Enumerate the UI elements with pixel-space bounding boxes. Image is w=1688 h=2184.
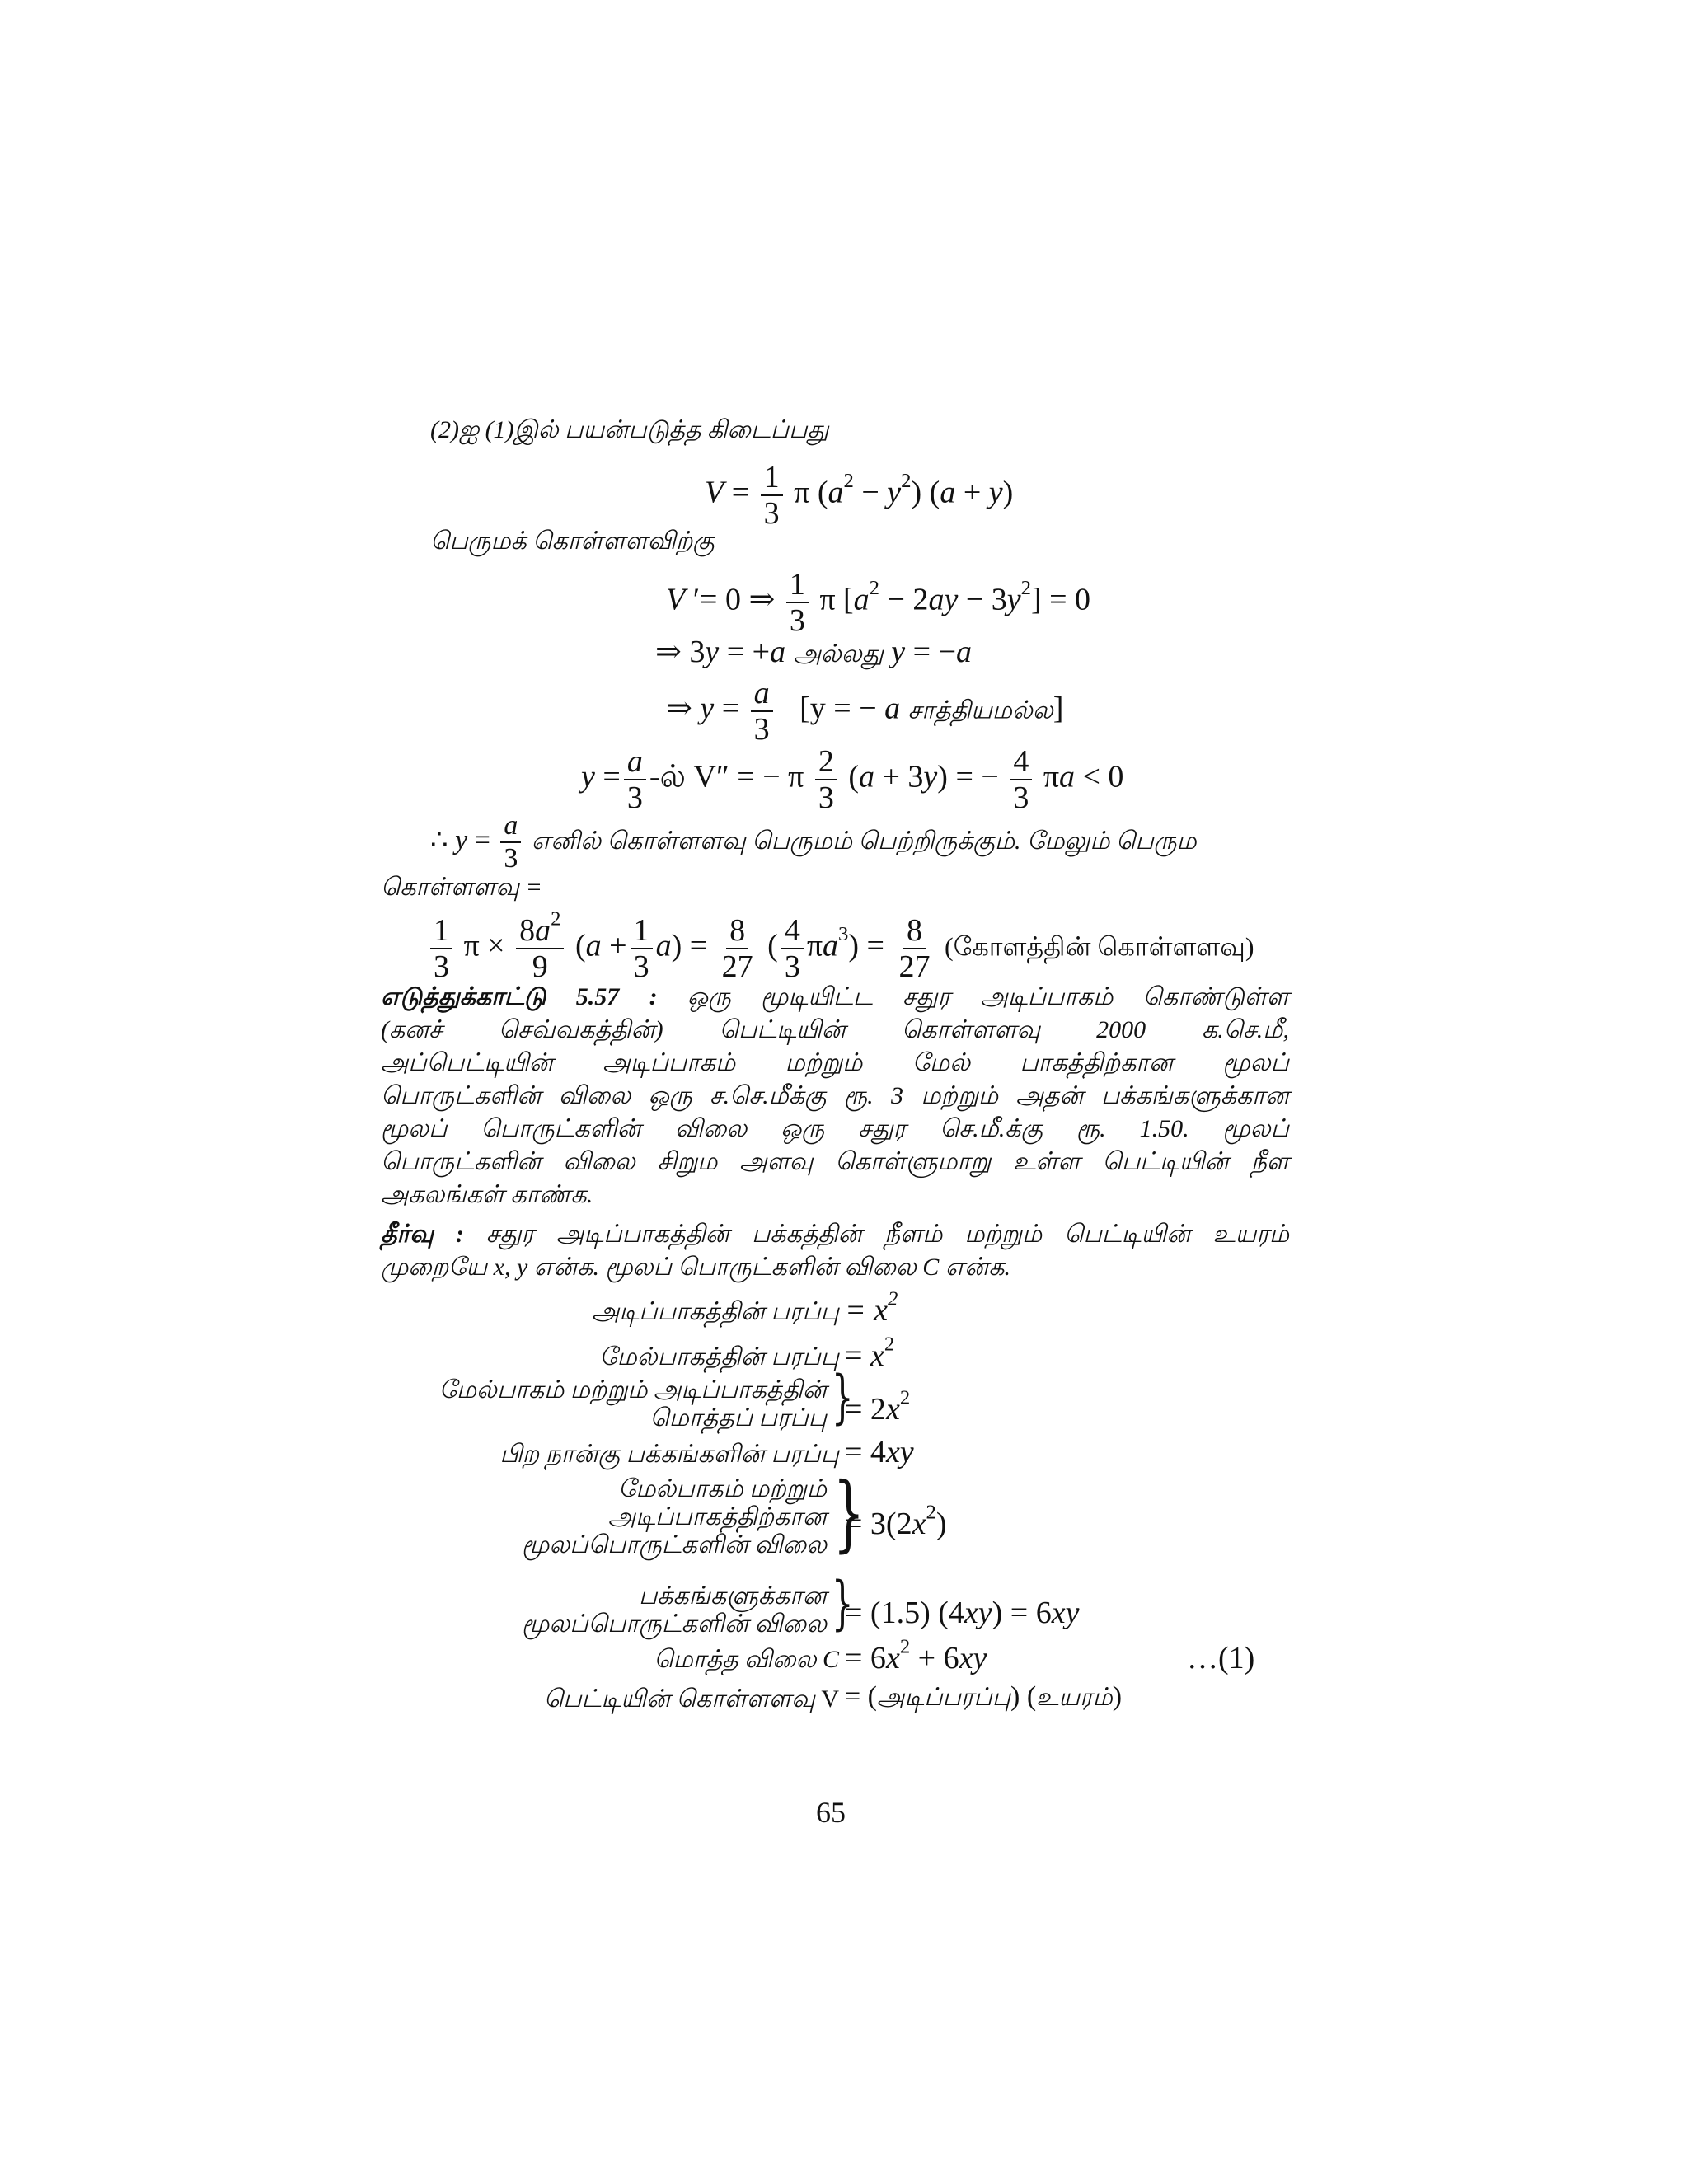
example-heading: எடுத்துக்காட்டு 5.57 : — [381, 983, 658, 1010]
row3-brace: } — [831, 1363, 854, 1431]
page-number: 65 — [816, 1796, 846, 1829]
row6-label: பக்கங்களுக்கான மூலப்பொருட்களின் விலை — [522, 1582, 827, 1638]
final-volume-equation: $\frac{1}{3}$ π × $\frac{8a^2}{9}$ (a + $\frac{1}{3}$ a) = $\frac{8}{27}$ ( $\frac{4}{3}$ $\pi a^3$) = $\frac{8}{27}$ (கோளத்தின் கொள்ளளவு) — [427, 915, 1254, 982]
row5-label: மேல்பாகம் மற்றும் அடிப்பாகத்திற்கான மூலப்பொருட்களின் விலை — [522, 1475, 827, 1558]
row1-label: அடிப்பாகத்தின் பரப்பு — [592, 1298, 839, 1325]
y-value-equation: ⇒ y = $\frac{a}{3}$ [y = − a சாத்தியமல்ல] — [666, 676, 1064, 747]
row6-brace: } — [831, 1569, 854, 1637]
therefore-line: ∴ y = $\frac{a}{3}$ எனில் கொள்ளளவு பெருமம் பெற்றிருக்கும். மேலும் பெரும — [430, 810, 1197, 874]
intro-line: (2)ஐ (1)இல் பயன்படுத்த கிடைப்பது — [430, 416, 829, 443]
max-volume-equals: கொள்ளளவு = — [381, 874, 542, 901]
solution-paragraph: தீர்வு : சதுர அடிப்பாகத்தின் பக்கத்தின் நீளம் மற்றும் பெட்டியின் உயரம் முறையே x, y என்க. மூலப் பொருட்களின் விலை C என்க. — [381, 1221, 1289, 1281]
row8-label: பெட்டியின் கொள்ளளவு V — [543, 1685, 839, 1713]
row3-label: மேல்பாகம் மற்றும் அடிப்பாகத்தின் மொத்தப் பரப்பு — [438, 1376, 827, 1432]
row7-value: = $6x^2 + 6xy$ — [845, 1635, 987, 1675]
derivative-equation: V ′= 0 ⇒ $\frac{1}{3}$ π $[a^2 - 2ay - 3y^2] = 0$ — [666, 567, 1091, 638]
row2-value: = $x^2$ — [845, 1333, 895, 1373]
row5-brace: } — [832, 1465, 865, 1561]
row7-tag: …(1) — [1187, 1641, 1255, 1675]
row6-value: = (1.5) (4xy) = 6xy — [845, 1596, 1080, 1630]
volume-equation: V = $\frac{1}{3}$ π $(a^2 - y^2) (a + y)$ — [705, 460, 1014, 531]
second-derivative-equation: y = $\frac{a}{3}$ -ல் V″ = − π $\frac{2}{3}$ (a + 3y) = − $\frac{4}{3}$ πa < 0 — [581, 744, 1124, 815]
solution-heading: தீர்வு : — [381, 1221, 464, 1248]
solution-y-equation: ⇒ 3y = +a அல்லது y = −a — [655, 635, 973, 669]
row2-label: மேல்பாகத்தின் பரப்பு — [599, 1343, 839, 1371]
row4-value: = 4xy — [845, 1435, 914, 1469]
example-paragraph: எடுத்துக்காட்டு 5.57 : ஒரு மூடியிட்ட சதுர அடிப்பாகம் கொண்டுள்ள (கனச் செவ்வகத்தின்) பெட்டியின் கொள்ளளவு 2000 க.செ.மீ, அப்பெட்டியின் அடிப்பாகம் மற்றும் மேல் பாகத்திற்கான மூலப் பொருட்களின் விலை ஒரு ச.செ.மீக்கு ரூ. 3 மற்றும் அதன் பக்கங்களுக்கான மூலப் பொருட்களின் விலை ஒரு சதுர செ.மீ.க்கு ரூ. 1.50. மூலப் பொருட்களின் விலை சிறும அளவு கொள்ளுமாறு உள்ள பெட்டியின் நீள அகலங்கள் காண்க. — [381, 983, 1289, 1208]
row4-label: பிற நான்கு பக்கங்களின் பரப்பு — [499, 1441, 839, 1468]
row7-label: மொத்த விலை C — [654, 1646, 839, 1673]
row8-value: = (அடிப்பரப்பு) (உயரம்) — [845, 1681, 1123, 1712]
max-volume-label: பெருமக் கொள்ளளவிற்கு — [430, 527, 715, 555]
row5-value: = $3(2x^2)$ — [845, 1501, 947, 1541]
row1-value: = $x^2$ — [845, 1287, 898, 1328]
row3-value: = $2x^2$ — [845, 1386, 911, 1427]
